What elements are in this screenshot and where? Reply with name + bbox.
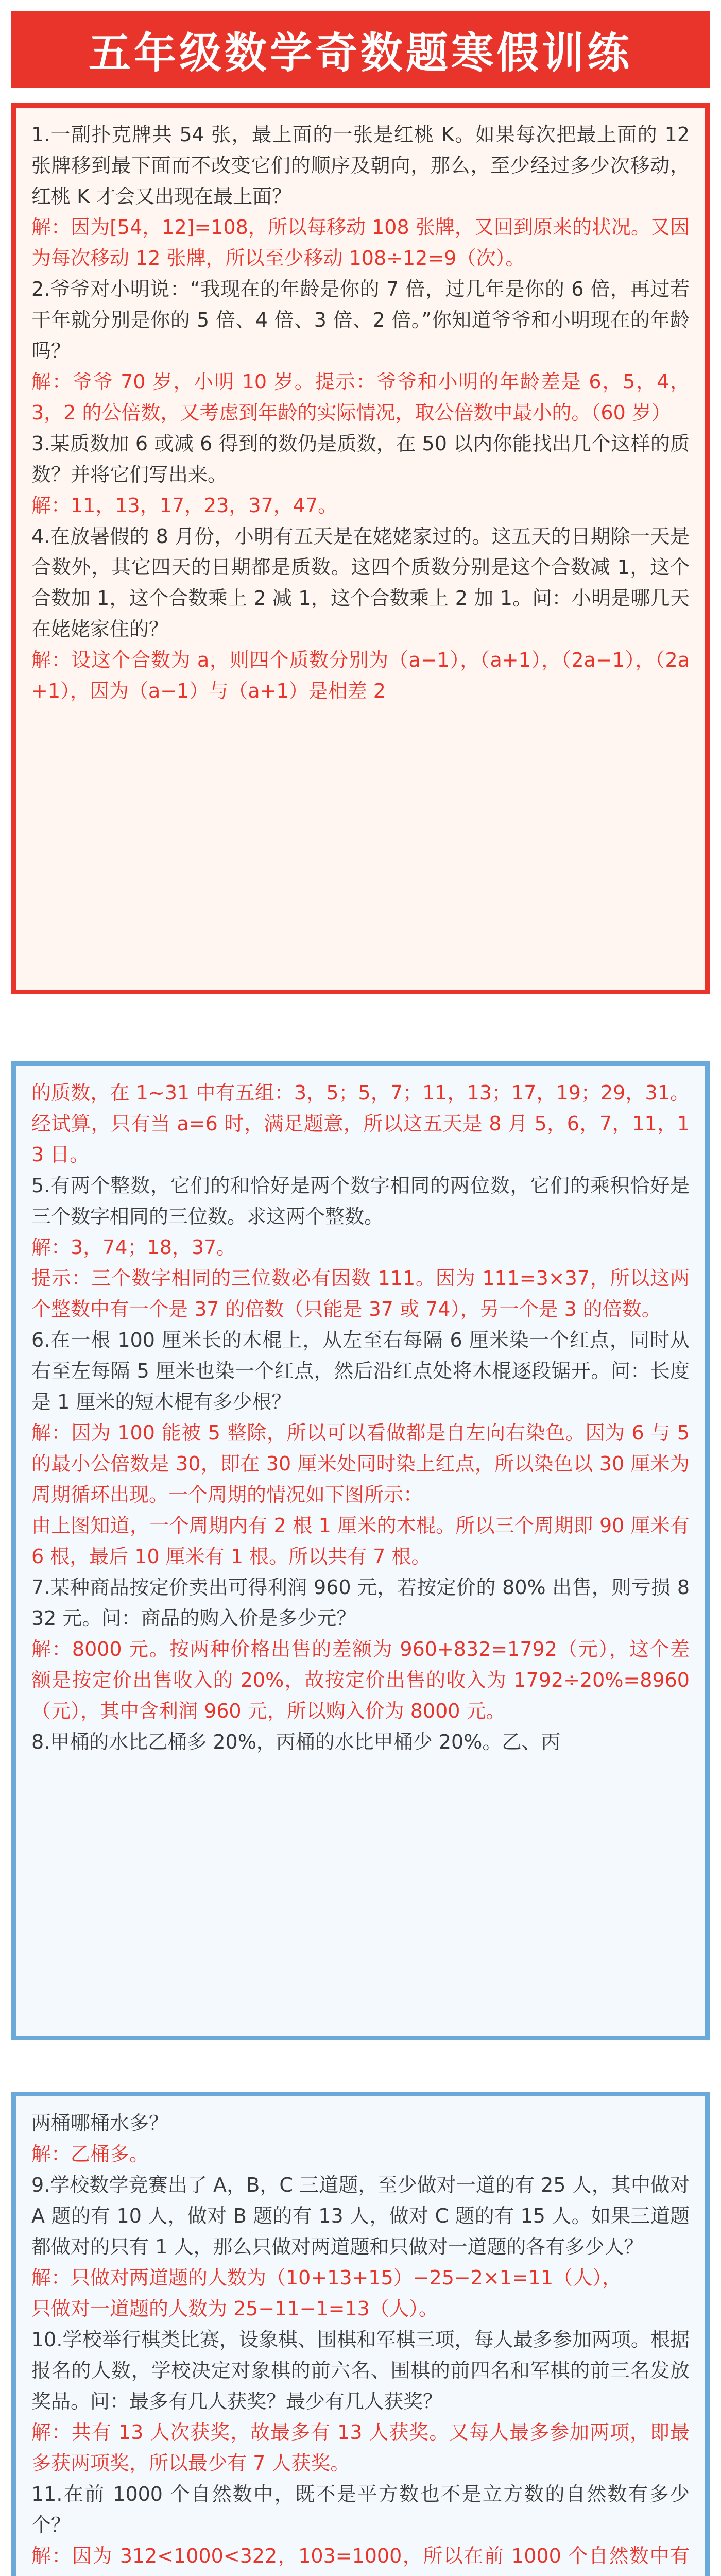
answer-text: 解：因为[54，12]=108，所以每移动 108 张牌，又回到原来的状况。又因为每次移动 12 张牌，所以至少移动 108÷12=9（次）。 xyxy=(31,216,690,269)
question-text: 8.甲桶的水比乙桶多 20%，丙桶的水比甲桶少 20%。乙、丙 xyxy=(31,1731,561,1753)
answer-text: 解：因为 312<1000<322，103=1000，所以在前 1000 个自然数中有 xyxy=(31,2545,690,2567)
question-text: 9.学校数学竞赛出了 A，B，C 三道题，至少做对一道的有 25 人，其中做对 A 题的有 10 人，做对 B 题的有 13 人，做对 C 题的有 15 人。如果三道题都做对的只有 1 人，那么只做对两道题和只做对一道题的各有多少人？ xyxy=(31,2174,690,2258)
answer-text: 解：共有 13 人次获奖，故最多有 13 人获奖。又每人最多参加两项，即最多获两项奖，所以最少有 7 人获奖。 xyxy=(31,2421,690,2475)
answer-text: 提示：三个数字相同的三位数必有因数 111。因为 111=3×37，所以这两个整数中有一个是 37 的倍数（只能是 37 或 74），另一个是 3 的倍数。 xyxy=(31,1267,690,1320)
question-text: 5.有两个整数，它们的和恰好是两个数字相同的两位数，它们的乘积恰好是三个数字相同的三位数。求这两个整数。 xyxy=(31,1174,690,1228)
answer-text: 解：爷爷 70 岁，小明 10 岁。提示：爷爷和小明的年龄差是 6，5，4，3，2 的公倍数，又考虑到年龄的实际情况，取公倍数中最小的。（60 岁） xyxy=(31,370,690,424)
answer-text: 解：只做对两道题的人数为（10+13+15）−25−2×1=11（人）， xyxy=(31,2266,622,2289)
answer-text: 由上图知道，一个周期内有 2 根 1 厘米的木棍。所以三个周期即 90 厘米有 6 根，最后 10 厘米有 1 根。所以共有 7 根。 xyxy=(31,1514,690,1568)
problem-card-1 xyxy=(11,103,710,994)
question-text: 4.在放暑假的 8 月份，小明有五天是在姥姥家过的。这五天的日期除一天是合数外，其它四天的日期都是质数。这四个质数分别是这个合数减 1，这个合数加 1，这个合数乘上 2 减 1，这个合数乘上 2 加 1。问：小明是哪几天在姥姥家住的？ xyxy=(31,525,690,640)
answer-text: 解：因为 100 能被 5 整除，所以可以看做都是自左向右染色。因为 6 与 5 的最小公倍数是 30，即在 30 厘米处同时染上红点，所以染色以 30 厘米为周期循环出现。一个周期的情况如下图所示： xyxy=(31,1421,690,1506)
question-text: 2.爷爷对小明说：“我现在的年龄是你的 7 倍，过几年是你的 6 倍，再过若干年就分别是你的 5 倍、4 倍、3 倍、2 倍。”你知道爷爷和小明现在的年龄吗？ xyxy=(31,278,690,362)
question-text: 3.某质数加 6 或减 6 得到的数仍是质数，在 50 以内你能找出几个这样的质数？并将它们写出来。 xyxy=(31,432,690,486)
answer-text: 解：11，13，17，23，37，47。 xyxy=(31,494,338,517)
question-text: 6.在一根 100 厘米长的木棍上，从左至右每隔 6 厘米染一个红点，同时从右至左每隔 5 厘米也染一个红点，然后沿红点处将木棍逐段锯开。问：长度是 1 厘米的短木棍有多少根？ xyxy=(31,1329,690,1413)
problem-card-3 xyxy=(11,2092,710,2576)
page-title: 五年级数学奇数题寒假训练 xyxy=(88,28,632,78)
answer-text: 解：8000 元。按两种价格出售的差额为 960+832=1792（元），这个差额是按定价出售收入的 20%，故按定价出售的收入为 1792÷20%=8960（元），其中含利润 960 元，所以购入价为 8000 元。 xyxy=(31,1638,690,1722)
answer-text: 解：3，74；18，37。 xyxy=(31,1236,236,1259)
answer-text: 只做对一道题的人数为 25−11−1=13（人）。 xyxy=(31,2297,438,2320)
question-text: 11.在前 1000 个自然数中，既不是平方数也不是立方数的自然数有多少个？ xyxy=(31,2483,690,2536)
question-text: 两桶哪桶水多？ xyxy=(31,2112,169,2134)
question-text: 7.某种商品按定价卖出可得利润 960 元，若按定价的 80% 出售，则亏损 832 元。问：商品的购入价是多少元？ xyxy=(31,1576,690,1630)
answer-text: 解：设这个合数为 a，则四个质数分别为（a−1），（a+1），（2a−1），（2a+1），因为（a−1）与（a+1）是相差 2 xyxy=(31,649,690,702)
problem-card-2 xyxy=(11,1061,710,2040)
answer-text: 解：乙桶多。 xyxy=(31,2143,149,2165)
question-text: 1.一副扑克牌共 54 张，最上面的一张是红桃 K。如果每次把最上面的 12 张牌移到最下面而不改变它们的顺序及朝向，那么，至少经过多少次移动，红桃 K 才会又出现在最上面？ xyxy=(31,123,690,208)
answer-text: 的质数，在 1~31 中有五组：3，5；5，7；11，13；17，19；29，31。经试算，只有当 a=6 时，满足题意，所以这五天是 8 月 5，6，7，11，13 日。 xyxy=(31,1081,690,1166)
title-banner xyxy=(11,11,710,88)
question-text: 10.学校举行棋类比赛，设象棋、围棋和军棋三项，每人最多参加两项。根据报名的人数，学校决定对象棋的前六名、围棋的前四名和军棋的前三名发放奖品。问：最多有几人获奖？最少有几人获奖？ xyxy=(31,2328,690,2413)
